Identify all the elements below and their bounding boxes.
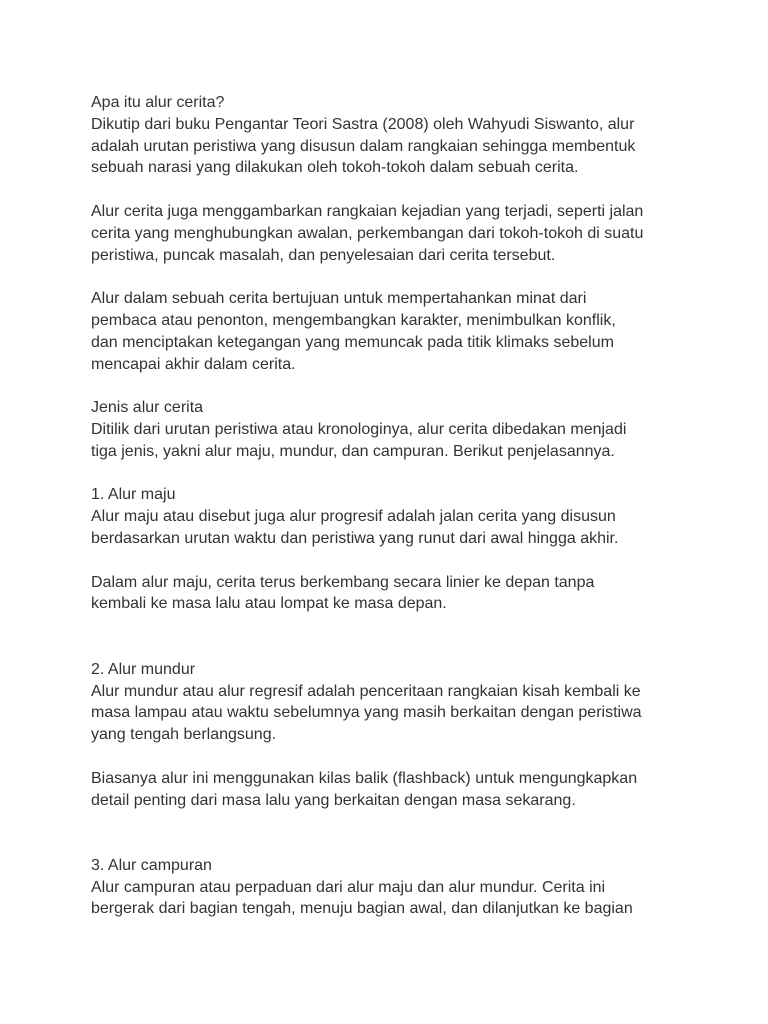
paragraph-gap [91, 266, 691, 288]
text-line: Alur mundur atau alur regresif adalah penceritaan rangkaian kisah kembali ke [91, 682, 641, 700]
paragraph-gap [91, 811, 691, 855]
text-line: Alur maju atau disebut juga alur progresif adalah jalan cerita yang disusun [91, 508, 616, 526]
text-line: adalah urutan peristiwa yang disusun dalam rangkaian sehingga membentuk [91, 137, 636, 155]
text-line: Alur dalam sebuah cerita bertujuan untuk mempertahankan minat dari [91, 290, 587, 308]
text-line: masa lampau atau waktu sebelumnya yang masih berkaitan dengan peristiwa [91, 704, 642, 722]
text-line: bergerak dari bagian tengah, menuju bagian awal, dan dilanjutkan ke bagian [91, 900, 633, 918]
text-line: Alur cerita juga menggambarkan rangkaian kejadian yang terjadi, seperti jalan [91, 202, 644, 220]
text-line: detail penting dari masa lalu yang berkaitan dengan masa sekarang. [91, 791, 576, 809]
text-line: Dalam alur maju, cerita terus berkembang secara linier ke depan tanpa [91, 573, 595, 591]
paragraph-gap [91, 746, 691, 768]
text-line: Dikutip dari buku Pengantar Teori Sastra (2008) oleh Wahyudi Siswanto, alur [91, 115, 635, 133]
text-line: dan menciptakan ketegangan yang memuncak pada titik klimaks sebelum [91, 333, 614, 351]
document-body [91, 92, 691, 920]
paragraph-gap [91, 615, 691, 659]
text-line: pembaca atau penonton, mengembangkan karakter, menimbulkan konflik, [91, 311, 616, 329]
section-heading-mundur: 2. Alur mundur [91, 660, 196, 678]
text-line: Ditilik dari urutan peristiwa atau kronologinya, alur cerita dibedakan menjadi [91, 420, 627, 438]
paragraph-gap [91, 179, 691, 201]
paragraph-gap [91, 550, 691, 572]
text-line: kembali ke masa lalu atau lompat ke masa depan. [91, 595, 447, 613]
paragraph-gap [91, 463, 691, 485]
text-line: Biasanya alur ini menggunakan kilas balik (flashback) untuk mengungkapkan [91, 769, 638, 787]
section-heading-campuran: 3. Alur campuran [91, 856, 212, 874]
text-line: tiga jenis, yakni alur maju, mundur, dan campuran. Berikut penjelasannya. [91, 442, 615, 460]
text-line: Alur campuran atau perpaduan dari alur maju dan alur mundur. Cerita ini [91, 878, 606, 896]
text-line: cerita yang menghubungkan awalan, perkembangan dari tokoh-tokoh di suatu [91, 224, 644, 242]
section-heading-jenis: Jenis alur cerita [91, 399, 204, 417]
text-line: mencapai akhir dalam cerita. [91, 355, 296, 373]
text-line: berdasarkan urutan waktu dan peristiwa yang runut dari awal hingga akhir. [91, 529, 619, 547]
text-line: sebuah narasi yang dilakukan oleh tokoh-tokoh dalam sebuah cerita. [91, 159, 579, 177]
paragraph-gap [91, 375, 691, 397]
intro-heading: Apa itu alur cerita? [91, 94, 225, 111]
text-line: peristiwa, puncak masalah, dan penyelesaian dari cerita tersebut. [91, 246, 556, 264]
section-heading-maju: 1. Alur maju [91, 486, 176, 504]
text-line: yang tengah berlangsung. [91, 726, 277, 744]
